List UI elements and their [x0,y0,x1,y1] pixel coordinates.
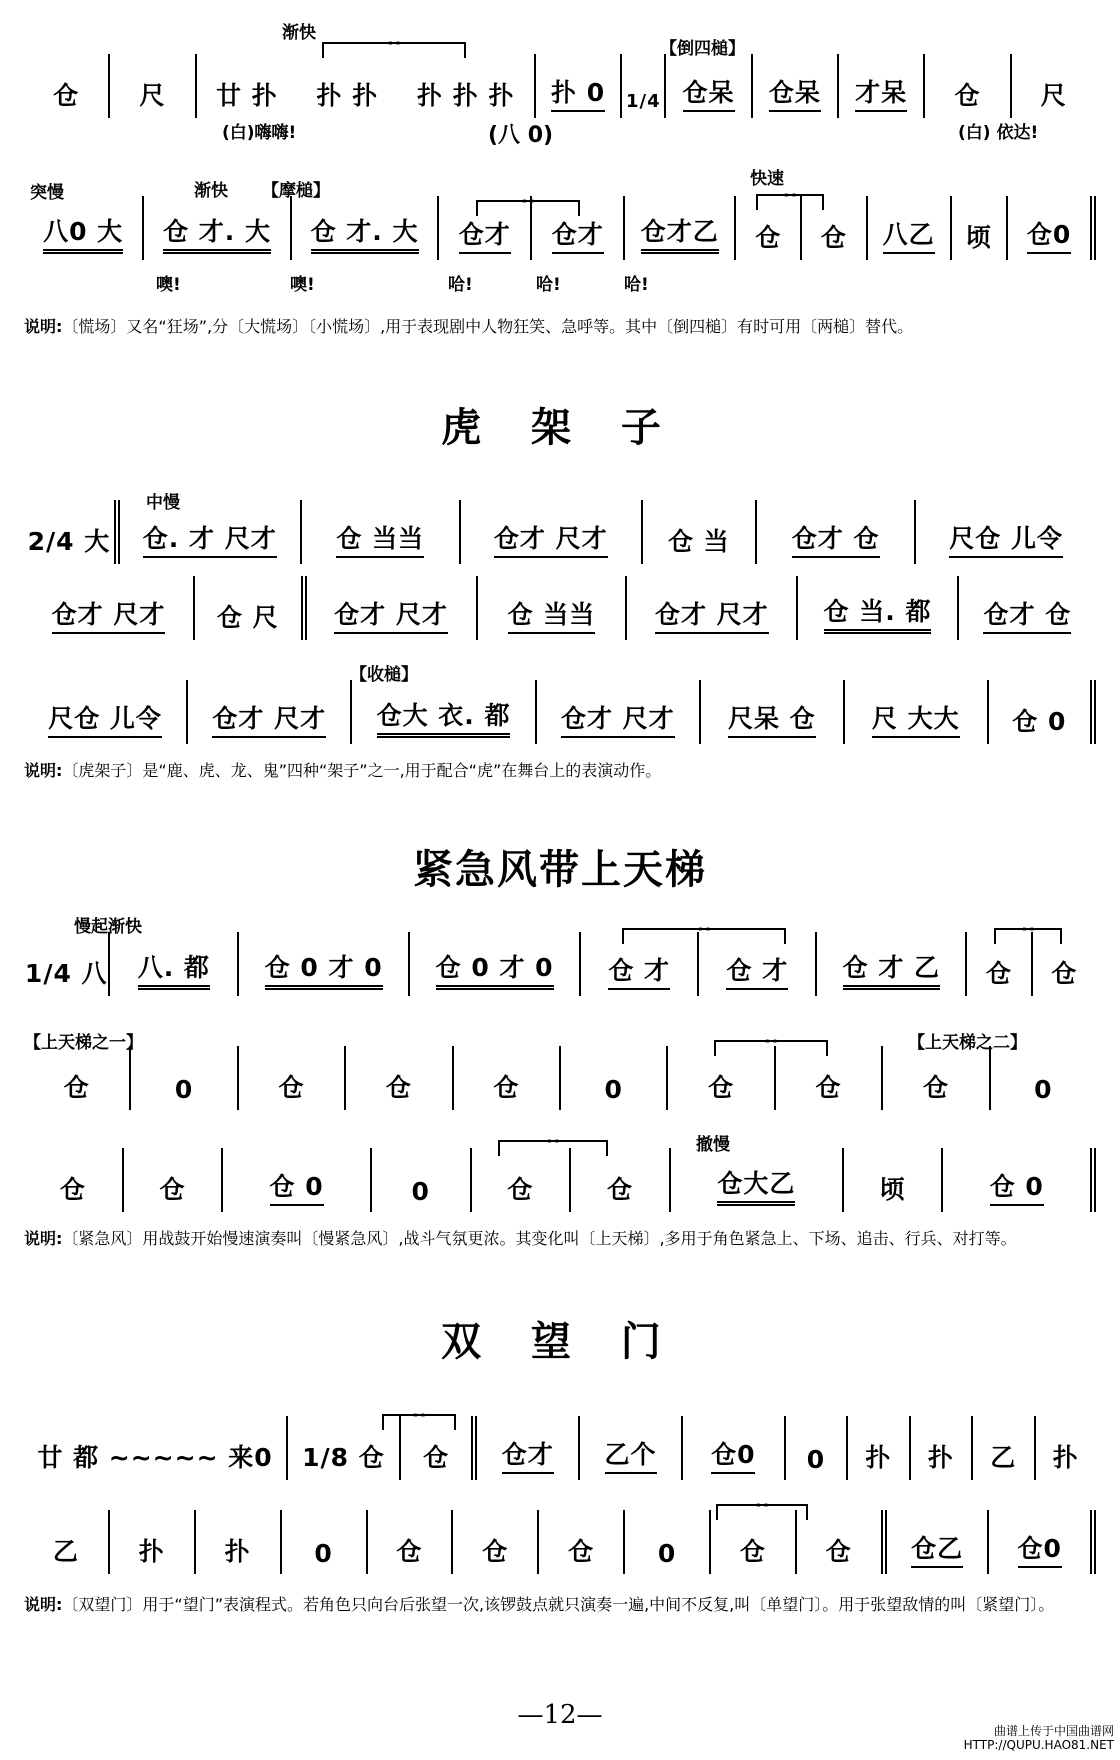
final-measure: 仓 0 [943,1148,1096,1212]
measure: 1/8 仓 [288,1416,401,1480]
measure: 仓 [802,196,868,260]
measure: 仓0 [683,1416,786,1480]
measure: 顷 [844,1148,944,1212]
section-title: 双 望 门 [441,1318,679,1365]
measure: 0 [625,1510,711,1574]
measure: 仓 当当 [302,500,461,564]
measure: 仓 [539,1510,625,1574]
notation-row [24,576,1096,640]
measure: 仓 0 才 0 [239,932,410,996]
measure: 仓才 尺才 [307,576,478,640]
measure: 八. 都 [110,932,239,996]
measure: 0 [786,1416,848,1480]
measure: 仓 [239,1046,346,1110]
measure: 仓 [967,932,1032,996]
repeat-bracket: ◦◦ [756,194,824,210]
measure: 仓 [368,1510,454,1574]
tempo-label: 突慢 [30,183,64,203]
measure: 仓才 仓 [959,576,1096,640]
measure: 尺呆 仓 [701,680,845,744]
measure: 仓呆 [753,54,839,118]
section-title: 虎 架 子 [441,404,679,451]
measure: 仓大乙 [671,1148,844,1212]
explanation-note: 说明:〔紧急风〕用战鼓开始慢速演奏叫〔慢紧急风〕,战斗气氛更浓。其变化叫〔上天梯〕,多用于角色紧急上、下场、追击、行兵、对打等。 [24,1229,1017,1248]
measure: 0 [131,1046,238,1110]
notation-row [24,680,1096,744]
explanation-note: 说明:〔慌场〕又名“狂场”,分〔大慌场〕〔小慌场〕,用于表现剧中人物狂笑、急呼等。其中〔倒四槌〕有时可用〔两槌〕替代。 [24,317,914,336]
final-measure: 仓0 [1008,196,1096,260]
measure: 仓. 才 尺才 [120,500,302,564]
final-measure: 仓0 [989,1510,1096,1574]
final-measure: 仓 0 [989,680,1096,744]
measure: 八乙 [868,196,952,260]
vocal-text: 哈! [536,275,561,295]
repeat-bracket: ◦◦ [622,928,786,944]
measure: 仓 尺 [195,576,307,640]
measure: 仓大 衣. 都 [352,680,536,744]
measure: 仓 0 才 0 [410,932,581,996]
vocal-text: 哈! [624,275,649,295]
measure: 仓 [401,1416,478,1480]
notation-row [24,1046,1096,1110]
measure: 0 [282,1510,368,1574]
alt-notation: (八 0) [488,123,554,148]
measure: 仓呆 [666,54,752,118]
measure: 扑 [911,1416,973,1480]
tempo-label: 渐快 [282,23,316,43]
measure: 仓 [925,54,1011,118]
measure: 八0 大 [24,196,144,260]
section-label: 【上天梯之二】 [908,1033,1027,1053]
measure: 乙个 [580,1416,683,1480]
measure: 尺仓 儿令 [916,500,1096,564]
measure: 仓 才 [699,932,817,996]
measure: 仓 才. 大 [144,196,292,260]
measure: 0 [561,1046,668,1110]
measure: 仓才 尺才 [24,576,195,640]
measure: 扑 0 [536,54,622,118]
measure: 廿 扑 扑 扑 扑 扑 扑 [197,54,536,118]
repeat-bracket: ◦◦ [382,1414,456,1430]
measure: 仓 [453,1510,539,1574]
measure: 扑 [196,1510,282,1574]
measure: 乙 [24,1510,110,1574]
measure: 仓才 尺才 [461,500,643,564]
measure: 0 [1034,1075,1053,1104]
measure: 仓 0 [223,1148,372,1212]
measure: 才呆 [839,54,925,118]
measure: 仓才 尺才 [537,680,701,744]
measure: 扑 [848,1416,910,1480]
measure: 尺 [110,54,196,118]
repeat-bracket: ◦◦ [994,928,1062,944]
measure: 尺 大大 [845,680,989,744]
notation-row [24,1416,1096,1480]
repeat-bracket: ◦◦ [476,200,580,216]
measure: 仓 [883,1046,990,1110]
measure: 仓 当当 [478,576,628,640]
measure: 仓 [668,1046,775,1110]
notation-row [24,54,1096,118]
measure: 1/4 八 [24,932,110,996]
measure: 仓 [797,1510,887,1574]
measure: 仓 才 乙 [817,932,967,996]
measure: 扑 [1052,1443,1079,1472]
vocal-text: 噢! [156,275,181,295]
notation-row [24,196,1096,260]
vocal-text: (白) 依达! [958,123,1039,143]
section-label: 【倒四槌】 [660,39,745,59]
section-title: 紧急风带上天梯 [413,846,707,893]
measure: 仓才 仓 [757,500,916,564]
tempo-label: 快速 [750,169,784,189]
measure: 仓才 [532,196,625,260]
measure: 仓 [454,1046,561,1110]
measure: 仓 [472,1148,572,1212]
measure: 顷 [952,196,1009,260]
explanation-note: 说明:〔双望门〕用于“望门”表演程式。若角色只向台后张望一次,该锣鼓点就只演奏一遍,中间不反复,叫〔单望门〕。用于张望敌情的叫〔紧望门〕。 [24,1595,1055,1614]
measure: 仓才 [439,196,532,260]
repeat-bracket: ◦◦ [714,1040,828,1056]
notation-row [24,932,1096,996]
measure: 仓才 尺才 [188,680,352,744]
measure: 0 [372,1148,472,1212]
tempo-label: 中慢 [146,493,180,513]
measure: 仓乙 [887,1510,990,1574]
measure: 仓 [571,1148,671,1212]
vocal-text: 噢! [290,275,315,295]
notation-row [24,1148,1096,1212]
time-signature: 1/4 [622,54,666,118]
measure: 尺 [1040,81,1067,110]
vocal-text: 哈! [448,275,473,295]
measure: 扑 [110,1510,196,1574]
repeat-bracket: ◦◦ [716,1504,808,1520]
repeat-bracket: ◦◦ [498,1140,608,1156]
measure: 仓 [736,196,802,260]
measure: 仓 [1051,959,1078,988]
tempo-label: 慢起渐快 [74,917,142,937]
section-label: 【摩槌】 [262,181,330,201]
measure: 仓才 尺才 [627,576,798,640]
measure: 仓才乙 [625,196,736,260]
explanation-note: 说明:〔虎架子〕是“鹿、虎、龙、鬼”四种“架子”之一,用于配合“虎”在舞台上的表演动作。 [24,761,662,780]
measure: 仓才 [477,1416,580,1480]
vocal-text: (白)嗨嗨! [222,123,297,143]
measure: 尺仓 儿令 [24,680,188,744]
measure: 仓 [24,1148,124,1212]
measure: 仓 [24,54,110,118]
measure: 仓 [124,1148,224,1212]
page-number: —12— [517,1700,603,1730]
notation-row [24,1510,1096,1574]
measure: 仓 [711,1510,797,1574]
section-label: 【上天梯之一】 [24,1033,143,1053]
tempo-label: 渐快 [194,181,228,201]
measure: 仓 才 [581,932,699,996]
section-label: 【收槌】 [350,665,418,685]
notation-row [24,500,1096,564]
tempo-label: 撤慢 [696,1135,730,1155]
measure: 仓 [346,1046,453,1110]
measure: 仓 当. 都 [798,576,958,640]
measure: 仓 [776,1046,883,1110]
measure: 仓 当 [643,500,757,564]
measure: 仓 才. 大 [292,196,440,260]
measure: 仓 [24,1046,131,1110]
measure: 2/4 大 [24,500,120,564]
measure: 廿 都 ~~~~~ 来0 [24,1416,288,1480]
measure: 乙 [973,1416,1035,1480]
repeat-bracket: ◦◦ [322,42,466,58]
watermark-footer: 曲谱上传于中国曲谱网 HTTP://QUPU.HAO81.NET [963,1724,1114,1752]
